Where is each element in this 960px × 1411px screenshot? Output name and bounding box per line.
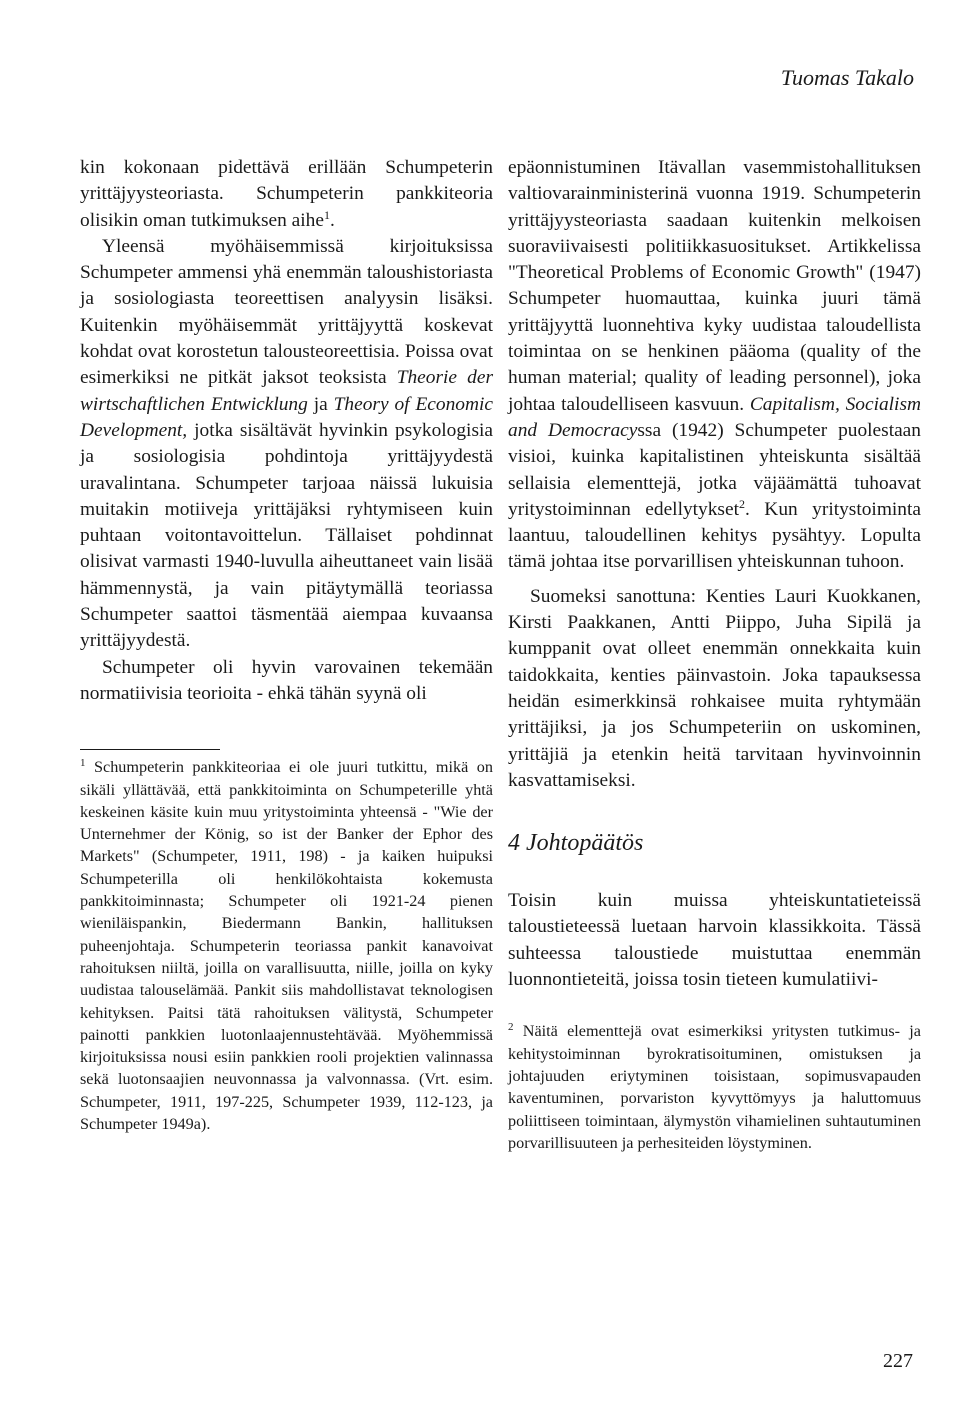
paragraph [508, 888, 921, 993]
footnote-reference[interactable]: 1 [323, 207, 330, 222]
right-column [508, 155, 921, 1154]
right-body-text-2 [508, 888, 921, 993]
left-column [80, 155, 493, 1135]
footnote-text: Schumpeterin pankkiteoriaa ei ole juuri tutkittu, mikä on sikäli yllättävää, että pankkitoiminta on Schumpeterille yhtä keskeinen käsite kuin muu yritystoiminta yhteensä - "Wie der Unternehmer der König, so ist der Banker der Ephor des Markets" (Schumpeter, 1911, 198) - ja kaiken huipuksi Schumpeterilla oli henkilökohtaista kokemusta pankkitoiminnasta; Schumpeter oli 1921-24 pienen wieniläispankin, Biedermann Bankin, hallituksen puheenjohtaja. Schumpeterin teoriassa pankit kanavoivat rahoituksen niiltä, joilla on varallisuutta, niille, joilla on kyky uudistaa talouselämää. Pankit siis mahdollistavat teknologisen kehityksen. Paitsi tätä rahoituksen välitystä, Schumpeter painotti pankkien luotonlaajennustehtävää. Myöhemmissä kirjoituksissa nousi esiin pankkien rooli projektien valinnassa sekä luotonsaajien neuvonnassa ja valvonnassa. (Vrt. esim. Schumpeter, 1911, 197-225, Schumpeter 1939, 112-123, ja Schumpeter 1949a). [80, 758, 493, 1133]
book-title: Capitalism, Socialism and Democracy [508, 393, 921, 441]
paragraph-text: . [329, 209, 335, 231]
left-body-text [80, 155, 493, 707]
paragraph-text: ja [307, 393, 334, 415]
footnote-2 [508, 1020, 921, 1154]
running-head: Tuomas Takalo [780, 65, 914, 90]
footnote-1 [80, 756, 493, 1135]
paragraph [508, 155, 921, 576]
paragraph [80, 155, 493, 234]
paragraph-text: Schumpeter oli hyvin varovainen tekemään normatiivisia teorioita - ehkä tähän syynä oli [80, 656, 493, 704]
paragraph [80, 655, 493, 708]
book-title: Theory of Economic Development, [80, 393, 493, 441]
paragraph-text: Suomeksi sanottuna: Kenties Lauri Kuokkanen, Kirsti Paakkanen, Antti Piippo, Juha Sipilä ja kumppanit ovat olleet enemmän onnekkaita kuin taidokkaita, kenties päinvastoin. Joka tapauksessa heidän esimerkkinsä rohkaisee muita ryhtymään yrittäjiksi, ja jos Schumpeteriin on uskominen, yrittäjiä ja etenkin heitä tarvitaan hyvinvoinnin kasvattamiseksi. [508, 585, 921, 791]
footnote-mark: 2 [508, 1021, 514, 1034]
page-number: 227 [883, 1350, 913, 1372]
footnote-rule [80, 749, 220, 750]
paragraph-text: Yleensä myöhäisemmissä kirjoituksissa Schumpeter ammensi yhä enemmän taloushistoriasta ja sosiologiasta teoreettisen analyysin lisäksi. Kuitenkin myöhäisemmät yrittäjyyttä koskevat kohdat ovat korostetun talousteoreettisia. Poissa ovat esimerkiksi ne pitkät jaksot teoksista [80, 235, 493, 389]
footnote-text: Näitä elementtejä ovat esimerkiksi yritysten tutkimus- ja kehitystoiminnan byrokratisoituminen, omistuksen ja johtajuuden eriytyminen toisistaan, sopimusvapauden kaventuminen, porvariston kyvyttömyys ja haluttomuus poliittiseen toimintaan, älymystön vihamielinen suhtautuminen porvarillisuuteen ja perhesiteiden löystyminen. [508, 1022, 921, 1152]
paragraph-text: epäonnistuminen Itävallan vasemmistohallituksen valtiovarainministerinä vuonna 1919. Schumpeterin yrittäjyysteoriasta saadaan kuitenkin melkoisen suoraviivaisesti politiikkasuositukset. Artikkelissa "Theoretical Problems of Economic Growth" (1947) Schumpeter huomauttaa, kuinka juuri tämä yrittäjyyttä luonnehtiva kyky uudistaa taloudellista toimintaa on se henkinen pääoma (quality of the human material; quality of leading personnel), joka johtaa taloudelliseen kasvuun. [508, 157, 921, 415]
paragraph-text: jotka sisältävät hyvinkin psykologisia ja sosiologisia pohdintoja yrittäjyydestä uravalintana. Schumpeter tarjoaa näissä lukuisia muitakin motiiveja yrittäjäksi ryhtymiseen kuin puhtaan voitontavoittelun. Tällaiset pohdinnat olisivat varmasti 1940-luvulla aiheuttaneet vain lisää hämmennystä, ja vain pitäytymällä teoriassa Schumpeter saattoi täsmentää aiempaa kuvaansa yrittäjyydestä. [80, 419, 493, 652]
right-body-text [508, 155, 921, 794]
paragraph [80, 234, 493, 655]
footnote-reference[interactable]: 2 [738, 496, 745, 511]
paragraph-text: . Kun yritystoiminta laantuu, taloudellinen kehitys pysähtyy. Lopulta tämä johtaa itse porvarillisen yhteiskunnan tuhoon. [508, 498, 921, 573]
book-title: Theorie der wirtschaftlichen Entwicklung [80, 367, 493, 415]
paragraph-text: ssa (1942) Schumpeter puolestaan visioi, kuinka kapitalistinen yhteiskunta sisältää sellaisia elementtejä, jotka väjäämättä tuhoavat yritystoiminnan edellytykset [508, 419, 921, 520]
paragraph [508, 584, 921, 794]
paragraph-text: Toisin kuin muissa yhteiskuntatieteissä taloustieteessä luetaan harvoin klassikkoita. Tässä suhteessa taloustiede muistuttaa enemmän luonnontieteitä, joissa tosin tieteen kumulatiivi- [508, 890, 921, 991]
footnote-mark: 1 [80, 757, 86, 770]
section-heading: 4 Johtopäätös [508, 830, 644, 857]
paragraph-text: kin kokonaan pidettävä erillään Schumpeterin yrittäjyysteoriasta. Schumpeterin pankkiteoria olisikin oman tutkimuksen aihe [80, 157, 493, 231]
